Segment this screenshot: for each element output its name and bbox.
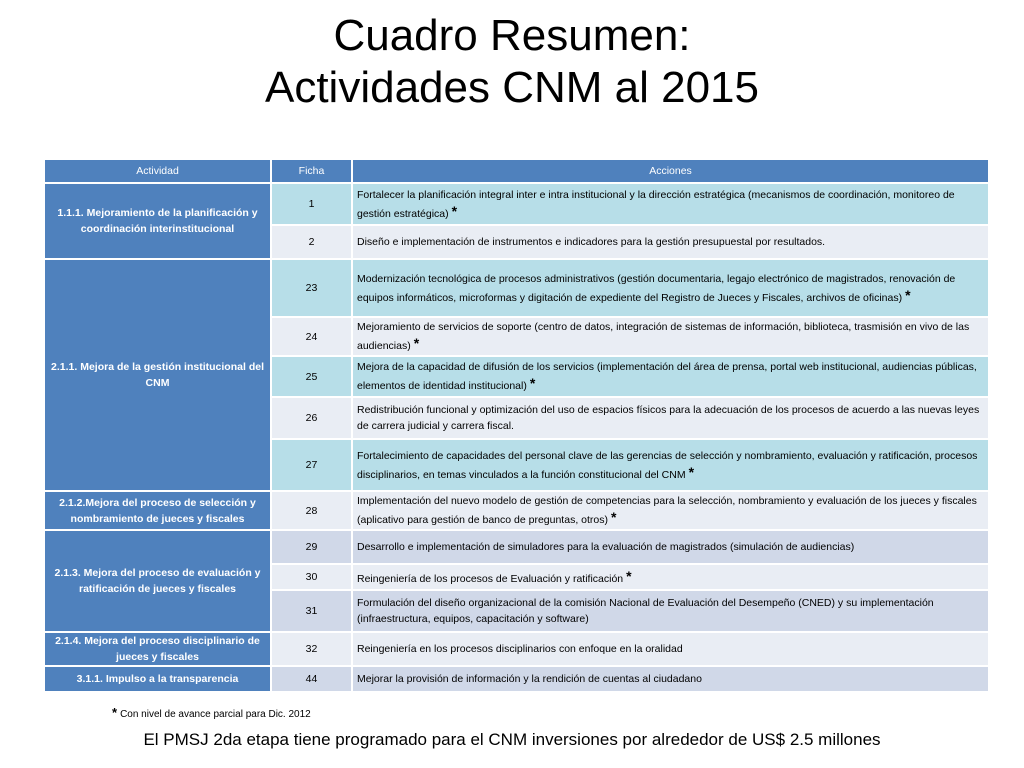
accion-text: Fortalecer la planificación integral inter e intra institucional y la dirección estratégica (mecanismos de coordinación, monitoreo de gestión estratégica) <box>357 188 955 220</box>
accion-text: Mejoramiento de servicios de soporte (centro de datos, integración de sistemas de información, biblioteca, trasmisión en vivo de las audiencias) <box>357 321 970 352</box>
progress-star-marker: * <box>413 335 420 351</box>
ficha-cell: 32 <box>271 632 352 666</box>
accion-cell <box>352 439 989 491</box>
table-row <box>44 632 989 666</box>
accion-text: Desarrollo e implementación de simuladores para la evaluación de magistrados (simulación de audiencias) <box>357 541 855 553</box>
table-row <box>44 530 989 564</box>
header-actividad: Actividad <box>44 159 271 183</box>
progress-star-marker: * <box>611 509 617 525</box>
title-line-2: Actividades CNM al 2015 <box>264 63 759 112</box>
accion-cell <box>352 590 989 632</box>
activity-cell: 3.1.1. Impulso a la transparencia <box>44 666 271 692</box>
bottom-note: El PMSJ 2da etapa tiene programado para el CNM inversiones por alrededor de US$ 2.5 millones <box>143 730 881 749</box>
accion-text: Formulación del diseño organizacional de la comisión Nacional de Evaluación del Desempeño (CNED) y su implementación (infraestructura, equipos, capacitación y software) <box>357 597 934 625</box>
progress-star-marker: * <box>451 202 458 219</box>
summary-table <box>43 158 990 693</box>
footnote-text: Con nivel de avance parcial para Dic. 2012 <box>120 709 311 720</box>
ficha-cell: 30 <box>271 564 352 590</box>
progress-star-marker: * <box>529 375 536 391</box>
table-header-row <box>44 159 989 183</box>
ficha-cell: 31 <box>271 590 352 632</box>
progress-star-marker: * <box>905 286 911 303</box>
accion-cell <box>352 356 989 397</box>
progress-star-marker: * <box>626 567 632 584</box>
accion-cell <box>352 259 989 317</box>
ficha-cell: 25 <box>271 356 352 397</box>
accion-cell <box>352 666 989 692</box>
accion-text: Implementación del nuevo modelo de gestión de competencias para la selección, nombramiento y evaluación de los jueces y fiscales (aplicativo para gestión de banco de preguntas, otros) <box>357 495 977 526</box>
ficha-cell: 1 <box>271 183 352 225</box>
title-line-1: Cuadro Resumen: <box>333 11 691 60</box>
accion-cell <box>352 632 989 666</box>
accion-cell <box>352 317 989 356</box>
accion-text: Redistribución funcional y optimización del uso de espacios físicos para la adecuación de los procesos de acuerdo a las nuevas leyes de carrera judicial y carrera fiscal. <box>357 404 980 432</box>
accion-text: Reingeniería en los procesos disciplinarios con enfoque en la oralidad <box>357 643 683 655</box>
ficha-cell: 23 <box>271 259 352 317</box>
ficha-cell: 24 <box>271 317 352 356</box>
progress-star-marker: * <box>688 463 695 480</box>
table-row <box>44 666 989 692</box>
accion-cell <box>352 530 989 564</box>
accion-cell <box>352 397 989 439</box>
accion-cell <box>352 491 989 530</box>
accion-text: Fortalecimiento de capacidades del personal clave de las gerencias de selección y nombramiento, evaluación y ratificación, procesos disciplinarios, en temas vinculados a la función constitucional del CNM <box>357 449 978 481</box>
accion-cell <box>352 183 989 225</box>
ficha-cell: 2 <box>271 225 352 259</box>
accion-cell <box>352 564 989 590</box>
header-acciones: Acciones <box>352 159 989 183</box>
table-body <box>44 183 989 692</box>
accion-text: Mejora de la capacidad de difusión de los servicios (implementación del área de prensa, portal web institucional, audiencias públicas, elementos de identidad institucional) <box>357 361 977 392</box>
ficha-cell: 28 <box>271 491 352 530</box>
activity-cell: 2.1.4. Mejora del proceso disciplinario de jueces y fiscales <box>44 632 271 666</box>
ficha-cell: 27 <box>271 439 352 491</box>
activity-cell: 1.1.1. Mejoramiento de la planificación y coordinación interinstitucional <box>44 183 271 259</box>
accion-text: Modernización tecnológica de procesos administrativos (gestión documentaria, legajo electrónico de magistrados, renovación de equipos informáticos, microformas y digitación de expediente del Registro de Jueces y Fiscales, archivos de oficinas) <box>357 272 956 304</box>
activity-cell: 2.1.1. Mejora de la gestión institucional del CNM <box>44 259 271 491</box>
ficha-cell: 29 <box>271 530 352 564</box>
activity-cell: 2.1.2.Mejora del proceso de selección y nombramiento de jueces y fiscales <box>44 491 271 530</box>
ficha-cell: 26 <box>271 397 352 439</box>
footnote <box>112 705 311 720</box>
slide-title <box>0 10 1024 114</box>
table-row <box>44 491 989 530</box>
ficha-cell: 44 <box>271 666 352 692</box>
header-ficha: Ficha <box>271 159 352 183</box>
table-row <box>44 183 989 225</box>
accion-cell <box>352 225 989 259</box>
accion-text: Diseño e implementación de instrumentos e indicadores para la gestión presupuestal por resultados. <box>357 236 826 248</box>
accion-text: Mejorar la provisión de información y la rendición de cuentas al ciudadano <box>357 673 702 685</box>
table-row <box>44 259 989 317</box>
accion-text: Reingeniería de los procesos de Evaluación y ratificación <box>357 572 624 585</box>
footnote-star: * <box>112 705 118 720</box>
activity-cell: 2.1.3. Mejora del proceso de evaluación y ratificación de jueces y fiscales <box>44 530 271 632</box>
